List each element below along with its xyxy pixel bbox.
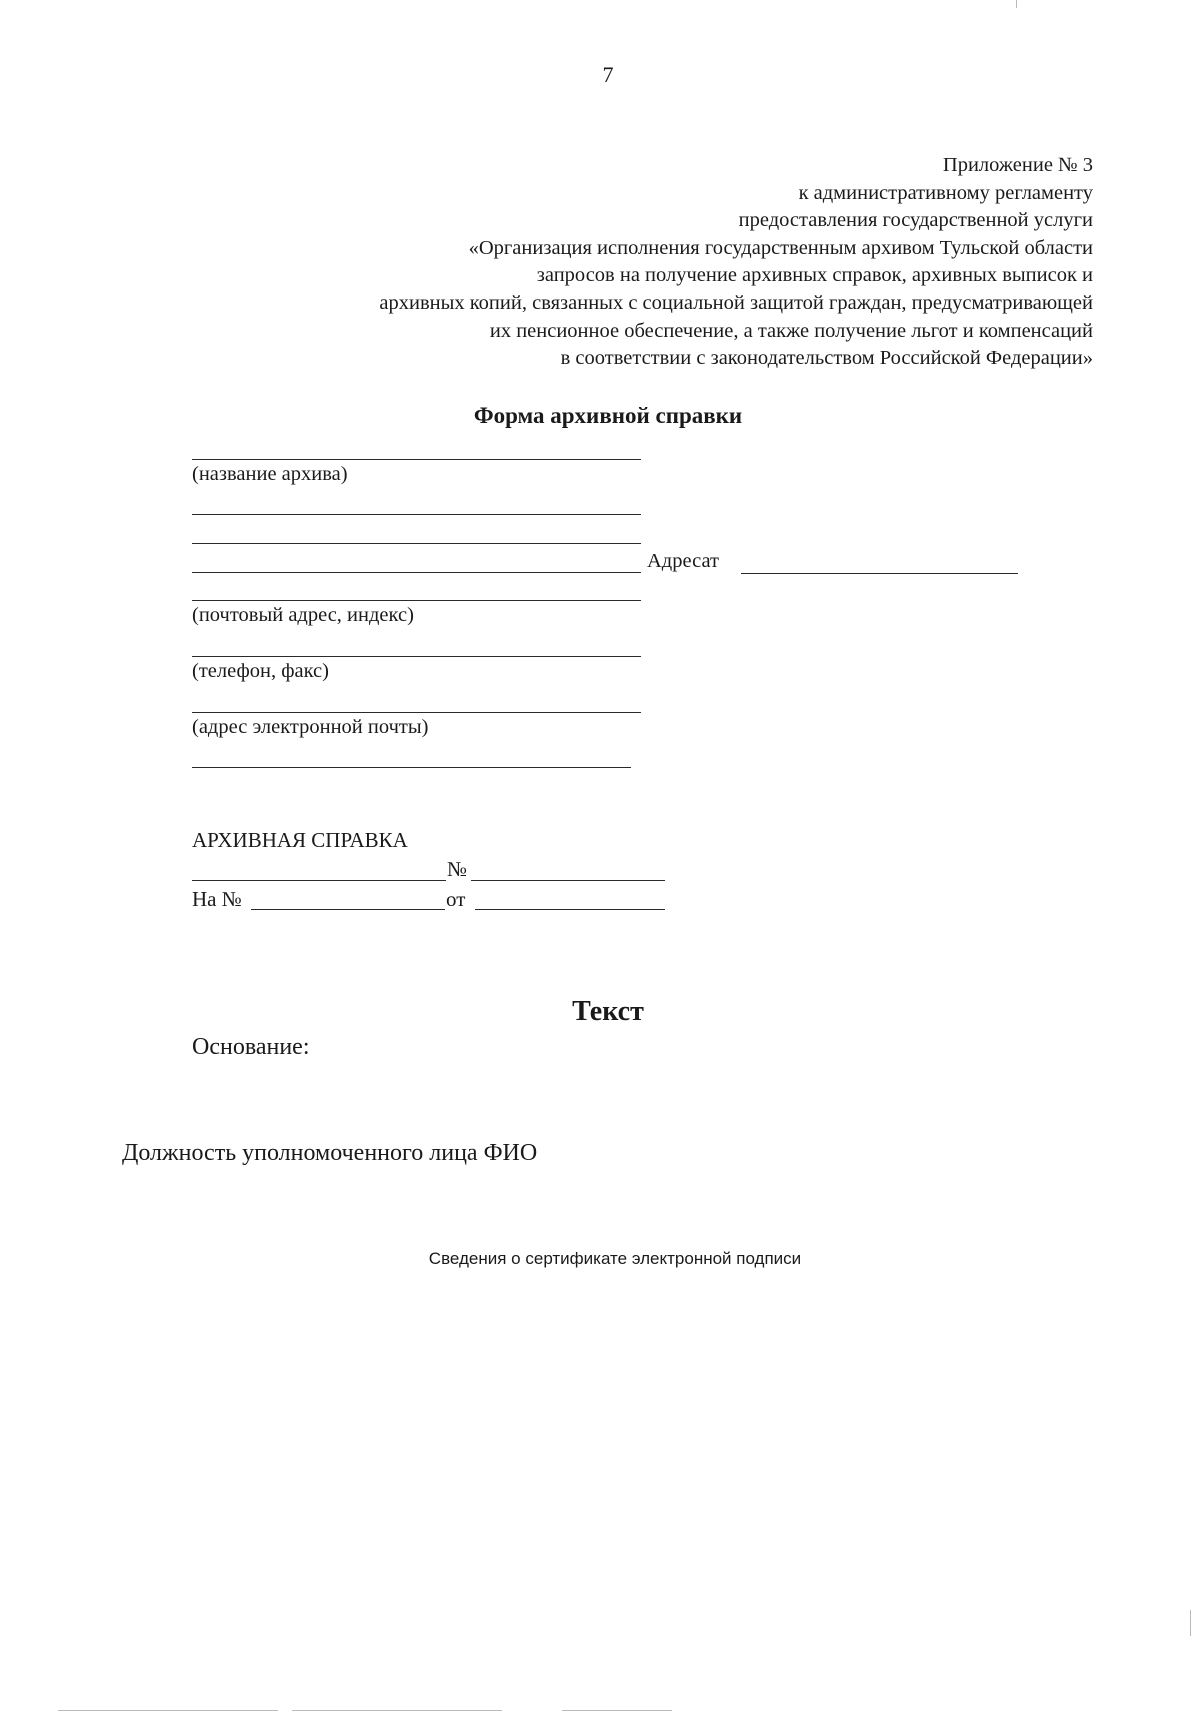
- phone-caption: (телефон, факс): [192, 660, 329, 682]
- appendix-line: архивных копий, связанных с социальной защитой граждан, предусматривающей: [379, 291, 1093, 314]
- email-caption: (адрес электронной почты): [192, 716, 429, 738]
- body-title: Текст: [572, 996, 644, 1027]
- address-line: [192, 572, 641, 573]
- scan-artifact: [562, 1710, 672, 1711]
- address-line: [192, 543, 641, 544]
- appendix-line: Приложение № 3: [942, 154, 1093, 176]
- scan-artifact: [58, 1710, 278, 1711]
- appendix-header: [379, 152, 1093, 373]
- reply-number-line: [251, 909, 445, 910]
- phone-line: [192, 656, 641, 657]
- appendix-line: их пенсионное обеспечение, а также получение льгот и компенсаций: [489, 319, 1093, 342]
- scan-artifact: [1016, 0, 1017, 8]
- postal-address-caption: (почтовый адрес, индекс): [192, 604, 414, 626]
- signer-line: Должность уполномоченного лица ФИО: [122, 1140, 538, 1166]
- basis-label: Основание:: [192, 1034, 310, 1060]
- appendix-line: предоставления государственной услуги: [738, 209, 1093, 232]
- address-line: [192, 514, 641, 515]
- page-number: 7: [602, 62, 614, 87]
- appendix-line: в соответствии с законодательством Российской Федерации»: [560, 347, 1093, 370]
- date-line: [192, 880, 446, 881]
- from-date-line: [475, 909, 665, 910]
- signature-certificate-note: Сведения о сертификате электронной подписи: [428, 1249, 802, 1268]
- addressee-label: Адресат: [647, 550, 719, 572]
- appendix-line: «Организация исполнения государственным архивом Тульской области: [468, 236, 1093, 259]
- form-title: Форма архивной справки: [473, 403, 743, 428]
- reply-number-label: На №: [192, 887, 242, 911]
- scan-artifact: [1190, 1610, 1191, 1636]
- addressee-line: [741, 573, 1018, 574]
- number-line: [471, 880, 665, 881]
- appendix-line: запросов на получение архивных справок, архивных выписок и: [536, 264, 1093, 287]
- from-label: от: [446, 887, 466, 911]
- scan-artifact: [292, 1710, 502, 1711]
- appendix-line: к административному регламенту: [798, 181, 1093, 204]
- email-extra-line: [192, 767, 631, 768]
- certificate-heading: АРХИВНАЯ СПРАВКА: [192, 828, 408, 852]
- postal-address-line: [192, 600, 641, 601]
- archive-name-caption: (название архива): [192, 463, 348, 485]
- archive-name-line: [192, 459, 641, 460]
- email-line: [192, 712, 641, 713]
- number-label: №: [447, 857, 468, 881]
